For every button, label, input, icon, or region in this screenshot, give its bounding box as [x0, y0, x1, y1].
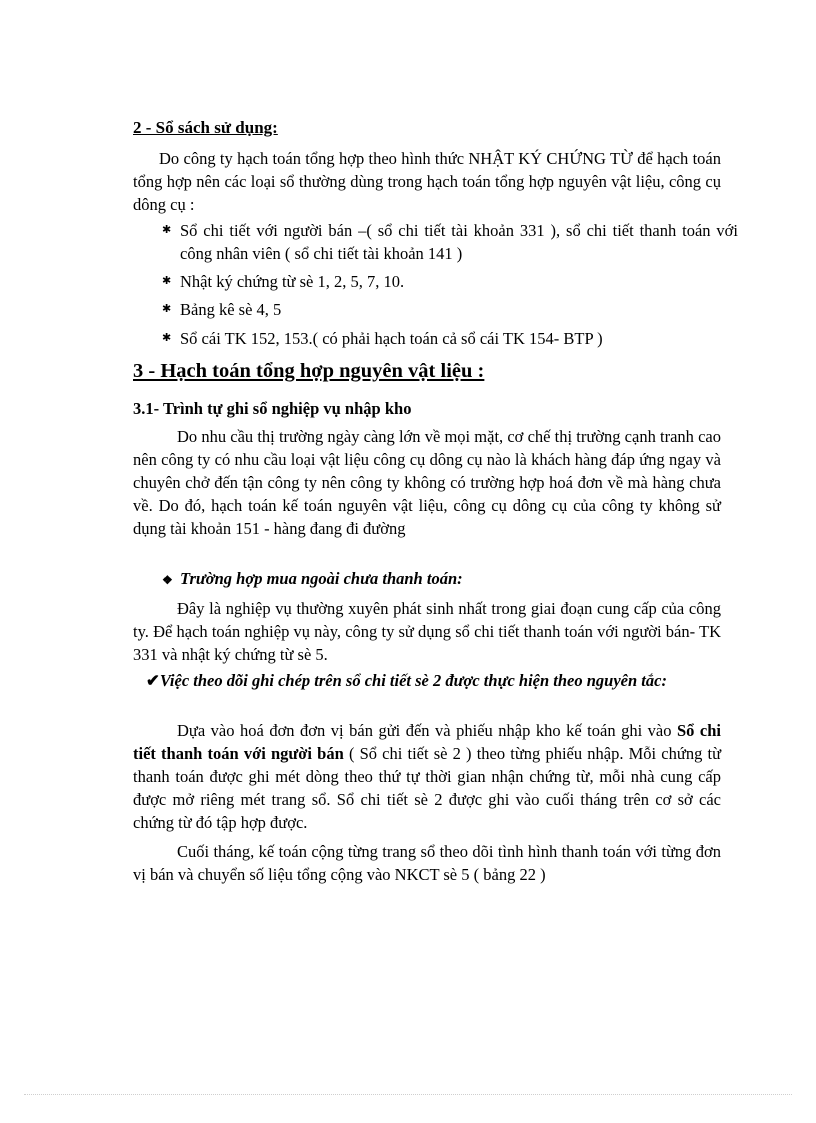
- case-paragraph: Đây là nghiệp vụ thường xuyên phát sinh nhất trong giai đoạn cung cấp của công ty. Để hạch toán nghiệp vụ này, công ty sử dụng sổ chi tiết thanh toán với người bán- TK 331 và nhật ký chứng từ sè 5.: [133, 599, 721, 664]
- diamond-bullet-icon: ❖: [162, 573, 173, 587]
- asterisk-icon: ✱: [162, 275, 172, 287]
- asterisk-icon: ✱: [162, 303, 172, 315]
- section-3-1-paragraph: Do nhu cầu thị trường ngày càng lớn về mọi mặt, cơ chế thị trường cạnh tranh cao nên công ty có nhu cầu loại vật liệu công cụ dông cụ nào là khách hàng đáp ứng ngay và chuyên chở đến tận công ty nên công ty không có trường hợp hoá đơn về mà hàng chưa về. Do đó, hạch toán kế toán nguyên vật liệu, công cụ dông cụ của công ty không sử dụng tài khoản 151 - hàng đang đi đường: [133, 427, 721, 538]
- paragraph-a-end: ( Sổ chi tiết sè 2 ) theo từng phiếu nhập. Mỗi chứng từ thanh toán được ghi mét dòng theo thứ tự thời gian nhận chứng từ, mỗi nhà cung cấp được mở riêng mét trang sổ. Sổ chi tiết sè 2 được ghi vào cuối tháng trên cơ sở các chứng từ đó tập hợp được.: [133, 744, 722, 832]
- section-3-heading: 3 - Hạch toán tổng hợp nguyên vật liệu :: [133, 360, 485, 382]
- case-heading: [162, 567, 722, 592]
- list-item: [162, 270, 738, 293]
- list-item-text: Bảng kê sè 4, 5: [180, 300, 282, 319]
- paragraph-b: Cuối tháng, kế toán cộng từng trang sổ theo dõi tình hình thanh toán với từng đơn vị bán và chuyển số liệu tổng cộng vào NKCT sè 5 ( bảng 22 ): [133, 842, 721, 884]
- list-item-text: Nhật ký chứng từ sè 1, 2, 5, 7, 10.: [180, 272, 405, 291]
- list-item: [162, 327, 738, 350]
- check-mark-icon: ✔: [146, 671, 160, 690]
- list-item-text: Sổ cái TK 152, 153.( có phải hạch toán cả sổ cái TK 154- BTP ): [180, 329, 603, 348]
- page-divider: [24, 1094, 792, 1095]
- section-2-intro: Do công ty hạch toán tổng hợp theo hình thức NHẬT KÝ CHỨNG TỪ để hạch toán tổng hợp nên các loại sổ thường dùng trong hạch toán tổng hợp nguyên vật liệu, công cụ dông cụ :: [133, 149, 721, 214]
- list-item: [162, 219, 738, 265]
- case-heading-text: Trường hợp mua ngoài chưa thanh toán:: [180, 569, 463, 588]
- check-heading-text: Việc theo dõi ghi chép trên sổ chi tiết sè 2 được thực hiện theo nguyên tắc:: [159, 671, 667, 690]
- section-2-heading: 2 - Sổ sách sử dụng:: [133, 118, 278, 137]
- paragraph-a-start: Dựa vào hoá đơn đơn vị bán gửi đến và phiếu nhập kho kế toán ghi vào: [177, 721, 677, 740]
- check-heading: [146, 669, 724, 692]
- list-item: [162, 298, 738, 321]
- paragraph-a: [133, 719, 721, 834]
- paragraph-a-bold: Sổ chi tiết thanh toán với người bán: [133, 721, 721, 763]
- section-3-1-heading: 3.1- Trình tự ghi sổ nghiệp vụ nhập kho: [133, 399, 412, 418]
- asterisk-icon: ✱: [162, 332, 172, 344]
- asterisk-icon: ✱: [162, 224, 172, 236]
- list-item-text: Sổ chi tiết với người bán –( sổ chi tiết tài khoản 331 ), sổ chi tiết thanh toán với công nhân viên ( sổ chi tiết tài khoản 141 ): [180, 221, 738, 263]
